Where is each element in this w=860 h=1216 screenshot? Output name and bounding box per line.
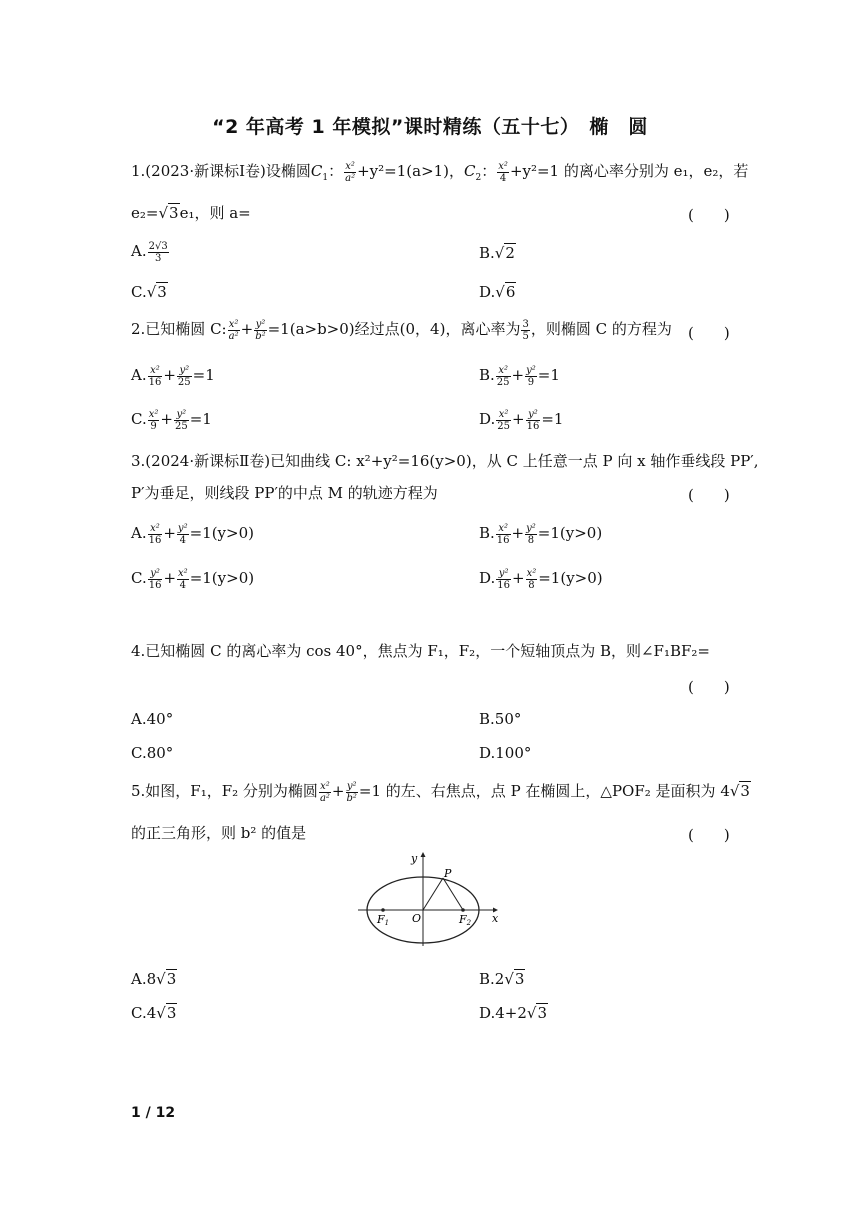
q4-option-a: A.40°: [131, 710, 174, 728]
q1-mid2: +y²=1 的离心率分别为 e₁，e₂，若: [509, 162, 749, 180]
q2-option-c: C. $\frac{\text{x²}}{9}$ + $\frac{\text{y²}}{25}$ =1: [131, 408, 212, 432]
q3-option-a: A. $\frac{\text{x²}}{16}$ + $\frac{\text{y²}}{4}$ =1(y>0): [131, 522, 254, 546]
q1-c2: C: [464, 162, 476, 180]
q2-option-a: A. $\frac{\text{x²}}{16}$ + $\frac{\text{y²}}{25}$ =1: [131, 364, 215, 388]
q1-c1-sub: 1: [322, 173, 329, 183]
label-o: O: [412, 912, 422, 925]
answer-bracket-q2: ( ): [688, 324, 730, 342]
q4-option-b: B.50°: [479, 710, 522, 728]
q1-prefix: 1.(2023·新课标Ⅰ卷)设椭圆: [131, 162, 311, 180]
answer-bracket-q4: ( ): [688, 678, 730, 696]
q5-option-c: C.4√3: [131, 1004, 177, 1022]
question-1-line-1: [131, 160, 748, 189]
label-y: y: [411, 852, 418, 865]
q2-option-d: D. $\frac{\text{x²}}{25}$ + $\frac{\text{y²}}{16}$ =1: [479, 408, 564, 432]
label-p: P: [444, 867, 452, 880]
label-f1: F1: [377, 913, 390, 927]
q1-option-c: C.√3: [131, 283, 167, 301]
q5-option-d: D.4+2√3: [479, 1004, 548, 1022]
segment-op: [423, 878, 443, 910]
q5-option-a: A.8√3: [131, 970, 177, 988]
point-f2: [461, 908, 465, 912]
question-2-line-1: 2.已知椭圆 C: $\frac{\text{x²}}{\text{a²}}$ + $\frac{\text{y²}}{\text{b²}}$ =1(a>b>0)经过点(0，4)，离心率为 $\frac{3}{5}$ ，则椭圆 C 的方程为: [131, 318, 672, 342]
sqrt-symbol: √3: [158, 204, 179, 222]
q1-mid1: +y²=1(a>1)，: [357, 162, 465, 180]
q1-sep1: ：: [328, 162, 344, 180]
segment-pf2: [443, 878, 463, 910]
q1-sep2: ：: [481, 162, 497, 180]
ellipse-figure: [355, 848, 505, 948]
question-3-line-1: 3.(2024·新课标Ⅱ卷)已知曲线 C: x²+y²=16(y>0)，从 C 上任意一点 P 向 x 轴作垂线段 PP′,: [131, 452, 759, 470]
question-3-line-2: P′为垂足，则线段 PP′的中点 M 的轨迹方程为: [131, 484, 438, 502]
q4-option-c: C.80°: [131, 744, 174, 762]
question-5-line-2: 的正三角形，则 b² 的值是: [131, 824, 307, 842]
answer-bracket-q1: ( ): [688, 206, 730, 224]
answer-bracket-q3: ( ): [688, 486, 730, 504]
q3-option-c: C. $\frac{\text{y²}}{16}$ + $\frac{\text{x²}}{4}$ =1(y>0): [131, 567, 255, 591]
q3-option-d: D. $\frac{\text{y²}}{16}$ + $\frac{\text{x²}}{8}$ =1(y>0): [479, 567, 603, 591]
q1-fraction-a: $\frac{\text{x²}}{\text{a²}}$: [345, 160, 356, 184]
q1-c1: C: [310, 162, 323, 180]
point-f1: [381, 908, 385, 912]
label-f2: F2: [459, 913, 472, 927]
q1-c2-sub: 2: [475, 173, 482, 183]
q3-option-b: B. $\frac{\text{x²}}{16}$ + $\frac{\text{y²}}{8}$ =1(y>0): [479, 522, 603, 546]
page-title: “2 年高考 1 年模拟”课时精练（五十七） 椭 圆: [212, 116, 648, 138]
answer-bracket-q5: ( ): [688, 826, 730, 844]
q1-fraction-b: $\frac{\text{x²}}{4}$: [498, 160, 508, 184]
question-1-line-2: e₂=√3e₁，则 a=: [131, 204, 251, 222]
page-number: 1 / 12: [131, 1105, 176, 1121]
label-x: x: [492, 912, 499, 925]
q1-option-d: D.√6: [479, 283, 516, 301]
q1-option-b: B.√2: [479, 244, 515, 262]
q4-option-d: D.100°: [479, 744, 532, 762]
q5-option-b: B.2√3: [479, 970, 525, 988]
q1-option-a: A. $\frac{2√3}{3}$: [131, 240, 168, 264]
question-5-line-1: 5.如图，F₁，F₂ 分别为椭圆 $\frac{\text{x²}}{\text{a²}}$ + $\frac{\text{y²}}{\text{b²}}$ =1 的左、右焦点，点 P 在椭圆上，△POF₂ 是面积为 4√3: [131, 780, 750, 804]
q2-option-b: B. $\frac{\text{x²}}{25}$ + $\frac{\text{y²}}{9}$ =1: [479, 364, 560, 388]
question-4-line-1: 4.已知椭圆 C 的离心率为 cos 40°，焦点为 F₁，F₂，一个短轴顶点为 B，则∠F₁BF₂=: [131, 642, 710, 660]
y-axis-arrow-icon: [421, 852, 426, 857]
